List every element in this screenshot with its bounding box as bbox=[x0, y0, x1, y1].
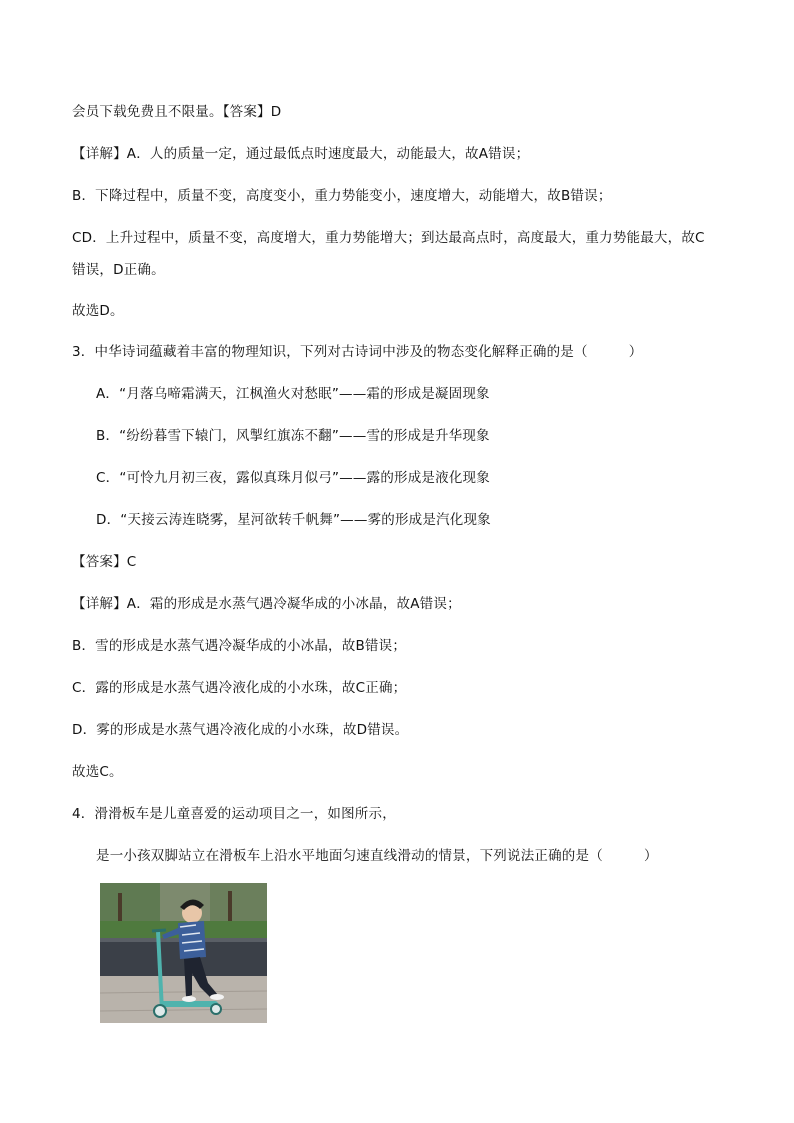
question-4-stem-cont: 是一小孩双脚站立在滑板车上沿水平地面匀速直线滑动的情景，下列说法正确的是（ ） bbox=[96, 848, 658, 864]
question-3-choose-c: 故选C。 bbox=[72, 764, 123, 780]
question-3-explain-b: B．雪的形成是水蒸气遇冷凝华成的小冰晶，故B错误； bbox=[72, 638, 407, 654]
child-scooter-illustration bbox=[100, 883, 267, 1023]
child-scooter-photo bbox=[100, 883, 267, 1023]
question-3-explain-d: D．雾的形成是水蒸气遇冷液化成的小水珠，故D错误。 bbox=[72, 722, 409, 738]
text-line-ad: 会员下载免费且不限量。【答案】D bbox=[72, 104, 282, 120]
question-3-option-d: D．“天接云涛连晓雾，星河欲转千帆舞”——雾的形成是汽化现象 bbox=[96, 512, 491, 528]
text-line-explain-cd-cont: 错误，D正确。 bbox=[72, 262, 165, 278]
question-4-stem: 4．滑滑板车是儿童喜爱的运动项目之一，如图所示， bbox=[72, 806, 396, 822]
question-3-explain-a: 【详解】A．霜的形成是水蒸气遇冷凝华成的小冰晶，故A错误； bbox=[72, 596, 461, 612]
text-line-explain-cd: CD．上升过程中，质量不变，高度增大，重力势能增大；到达最高点时，高度最大，重力势能最大，故C bbox=[72, 230, 705, 246]
question-3-stem: 3．中华诗词蕴藏着丰富的物理知识，下列对古诗词中涉及的物态变化解释正确的是（ ） bbox=[72, 344, 643, 360]
question-3-option-a: A．“月落乌啼霜满天，江枫渔火对愁眠”——霜的形成是凝固现象 bbox=[96, 386, 490, 402]
text-line-explain-b: B．下降过程中，质量不变，高度变小，重力势能变小，速度增大，动能增大，故B错误； bbox=[72, 188, 612, 204]
text-line-choose-d: 故选D。 bbox=[72, 303, 124, 319]
question-3-answer: 【答案】C bbox=[72, 554, 137, 570]
question-3-option-c: C．“可怜九月初三夜，露似真珠月似弓”——露的形成是液化现象 bbox=[96, 470, 490, 486]
question-3-option-b: B．“纷纷暮雪下辕门，风掣红旗冻不翻”——雪的形成是升华现象 bbox=[96, 428, 490, 444]
question-3-explain-c: C．露的形成是水蒸气遇冷液化成的小水珠，故C正确； bbox=[72, 680, 407, 696]
text-line-explain-a: 【详解】A．人的质量一定，通过最低点时速度最大，动能最大，故A错误； bbox=[72, 146, 530, 162]
